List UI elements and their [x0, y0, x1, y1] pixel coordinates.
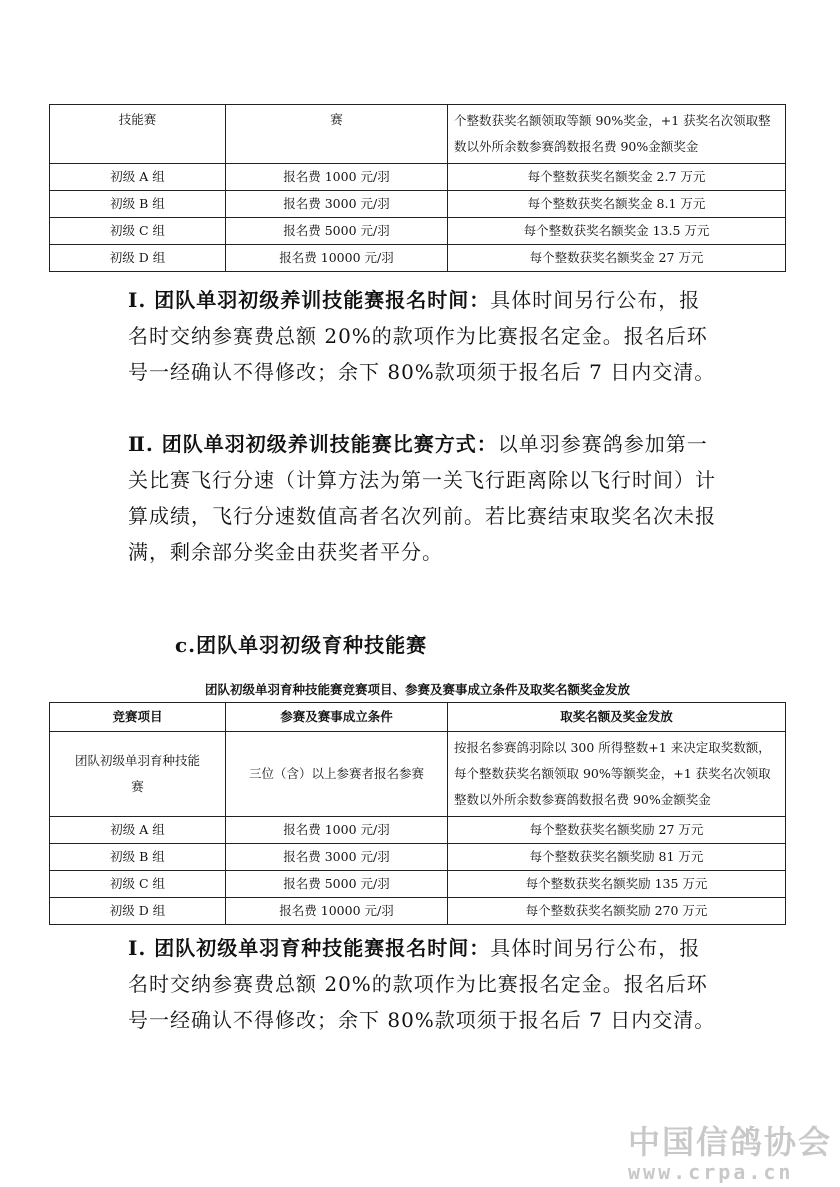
table-cell: 团队初级单羽育种技能赛 — [50, 732, 226, 817]
prize-cell: 每个整数获奖名额奖金 8.1 万元 — [448, 191, 786, 218]
table-caption: 团队初级单羽育种技能赛竞赛项目、参赛及赛事成立条件及取奖名额奖金发放 — [204, 682, 630, 697]
fee-cell: 报名费 1000 元/羽 — [226, 817, 448, 844]
watermark-logo-text: 中国信鸽协会 — [628, 1123, 833, 1161]
breeding-registration-paragraph — [128, 930, 718, 1038]
prize-cell: 每个整数获奖名额奖励 81 万元 — [448, 844, 786, 871]
prize-cell: 每个整数获奖名额奖励 135 万元 — [448, 871, 786, 898]
column-header: 取奖名额及奖金发放 — [448, 703, 786, 732]
table-row — [50, 871, 786, 898]
group-cell: 初级 A 组 — [50, 817, 226, 844]
fee-cell: 报名费 1000 元/羽 — [226, 164, 448, 191]
group-cell: 初级 B 组 — [50, 844, 226, 871]
group-cell: 初级 C 组 — [50, 871, 226, 898]
paragraph-label: Ⅰ. 团队初级单羽育种技能赛报名时间： — [128, 936, 491, 960]
fee-cell: 报名费 10000 元/羽 — [226, 898, 448, 925]
registration-time-paragraph — [128, 282, 718, 390]
group-cell: 初级 C 组 — [50, 218, 226, 245]
paragraph-text: 具体时间另行公布，报名时交纳参赛费总额 20%的款项作为比赛报名定金。报名后环号一经确认不得修改；余下 80%款项须于报名后 7 日内交清。 — [128, 936, 716, 1032]
breeding-prize-table — [49, 702, 786, 925]
table-row — [50, 844, 786, 871]
table-cell: 技能赛 — [50, 105, 226, 164]
table-cell: 三位（含）以上参赛者报名参赛 — [226, 732, 448, 817]
paragraph-text: 以单羽参赛鸽参加第一关比赛飞行分速（计算方法为第一关飞行距离除以飞行时间）计算成绩，飞行分速数值高者名次列前。若比赛结束取奖名次未报满，剩余部分奖金由获奖者平分。 — [128, 432, 716, 564]
competition-method-paragraph — [128, 426, 718, 570]
group-cell: 初级 D 组 — [50, 898, 226, 925]
table-cell: 个整数获奖名额领取等额 90%奖金，+1 获奖名次领取整数以外所余数参赛鸽数报名费 90%金额奖金 — [448, 105, 786, 164]
fee-cell: 报名费 5000 元/羽 — [226, 871, 448, 898]
column-header: 竞赛项目 — [50, 703, 226, 732]
prize-cell: 每个整数获奖名额奖金 13.5 万元 — [448, 218, 786, 245]
group-cell: 初级 A 组 — [50, 164, 226, 191]
section-heading: c.团队单羽初级育种技能赛 — [175, 633, 428, 657]
table-header-row — [50, 703, 786, 732]
paragraph-label: Ⅱ. 团队单羽初级养训技能赛比赛方式： — [128, 432, 498, 456]
paragraph-label: Ⅰ. 团队单羽初级养训技能赛报名时间： — [128, 288, 491, 312]
fee-cell: 报名费 3000 元/羽 — [226, 844, 448, 871]
table-row — [50, 164, 786, 191]
watermark-url: www.crpa.cn — [628, 1160, 794, 1184]
fee-cell: 报名费 10000 元/羽 — [226, 245, 448, 272]
table-row — [50, 245, 786, 272]
fee-cell: 报名费 3000 元/羽 — [226, 191, 448, 218]
prize-cell: 每个整数获奖名额奖励 27 万元 — [448, 817, 786, 844]
paragraph-text: 具体时间另行公布，报名时交纳参赛费总额 20%的款项作为比赛报名定金。报名后环号一经确认不得修改；余下 80%款项须于报名后 7 日内交清。 — [128, 288, 716, 384]
column-header: 参赛及赛事成立条件 — [226, 703, 448, 732]
prize-cell: 每个整数获奖名额奖励 270 万元 — [448, 898, 786, 925]
prize-cell: 每个整数获奖名额奖金 2.7 万元 — [448, 164, 786, 191]
prize-table-continued — [49, 104, 786, 272]
table-cell: 按报名参赛鸽羽除以 300 所得整数+1 来决定取奖数额，每个整数获奖名额领取 90%等额奖金，+1 获奖名次领取整数以外所余数参赛鸽数报名费 90%金额奖金 — [448, 732, 786, 817]
table-row — [50, 105, 786, 164]
table-row — [50, 898, 786, 925]
table-row — [50, 817, 786, 844]
group-cell: 初级 B 组 — [50, 191, 226, 218]
table-row — [50, 218, 786, 245]
table-cell: 赛 — [226, 105, 448, 164]
table-row — [50, 191, 786, 218]
fee-cell: 报名费 5000 元/羽 — [226, 218, 448, 245]
table-row — [50, 732, 786, 817]
group-cell: 初级 D 组 — [50, 245, 226, 272]
prize-cell: 每个整数获奖名额奖金 27 万元 — [448, 245, 786, 272]
